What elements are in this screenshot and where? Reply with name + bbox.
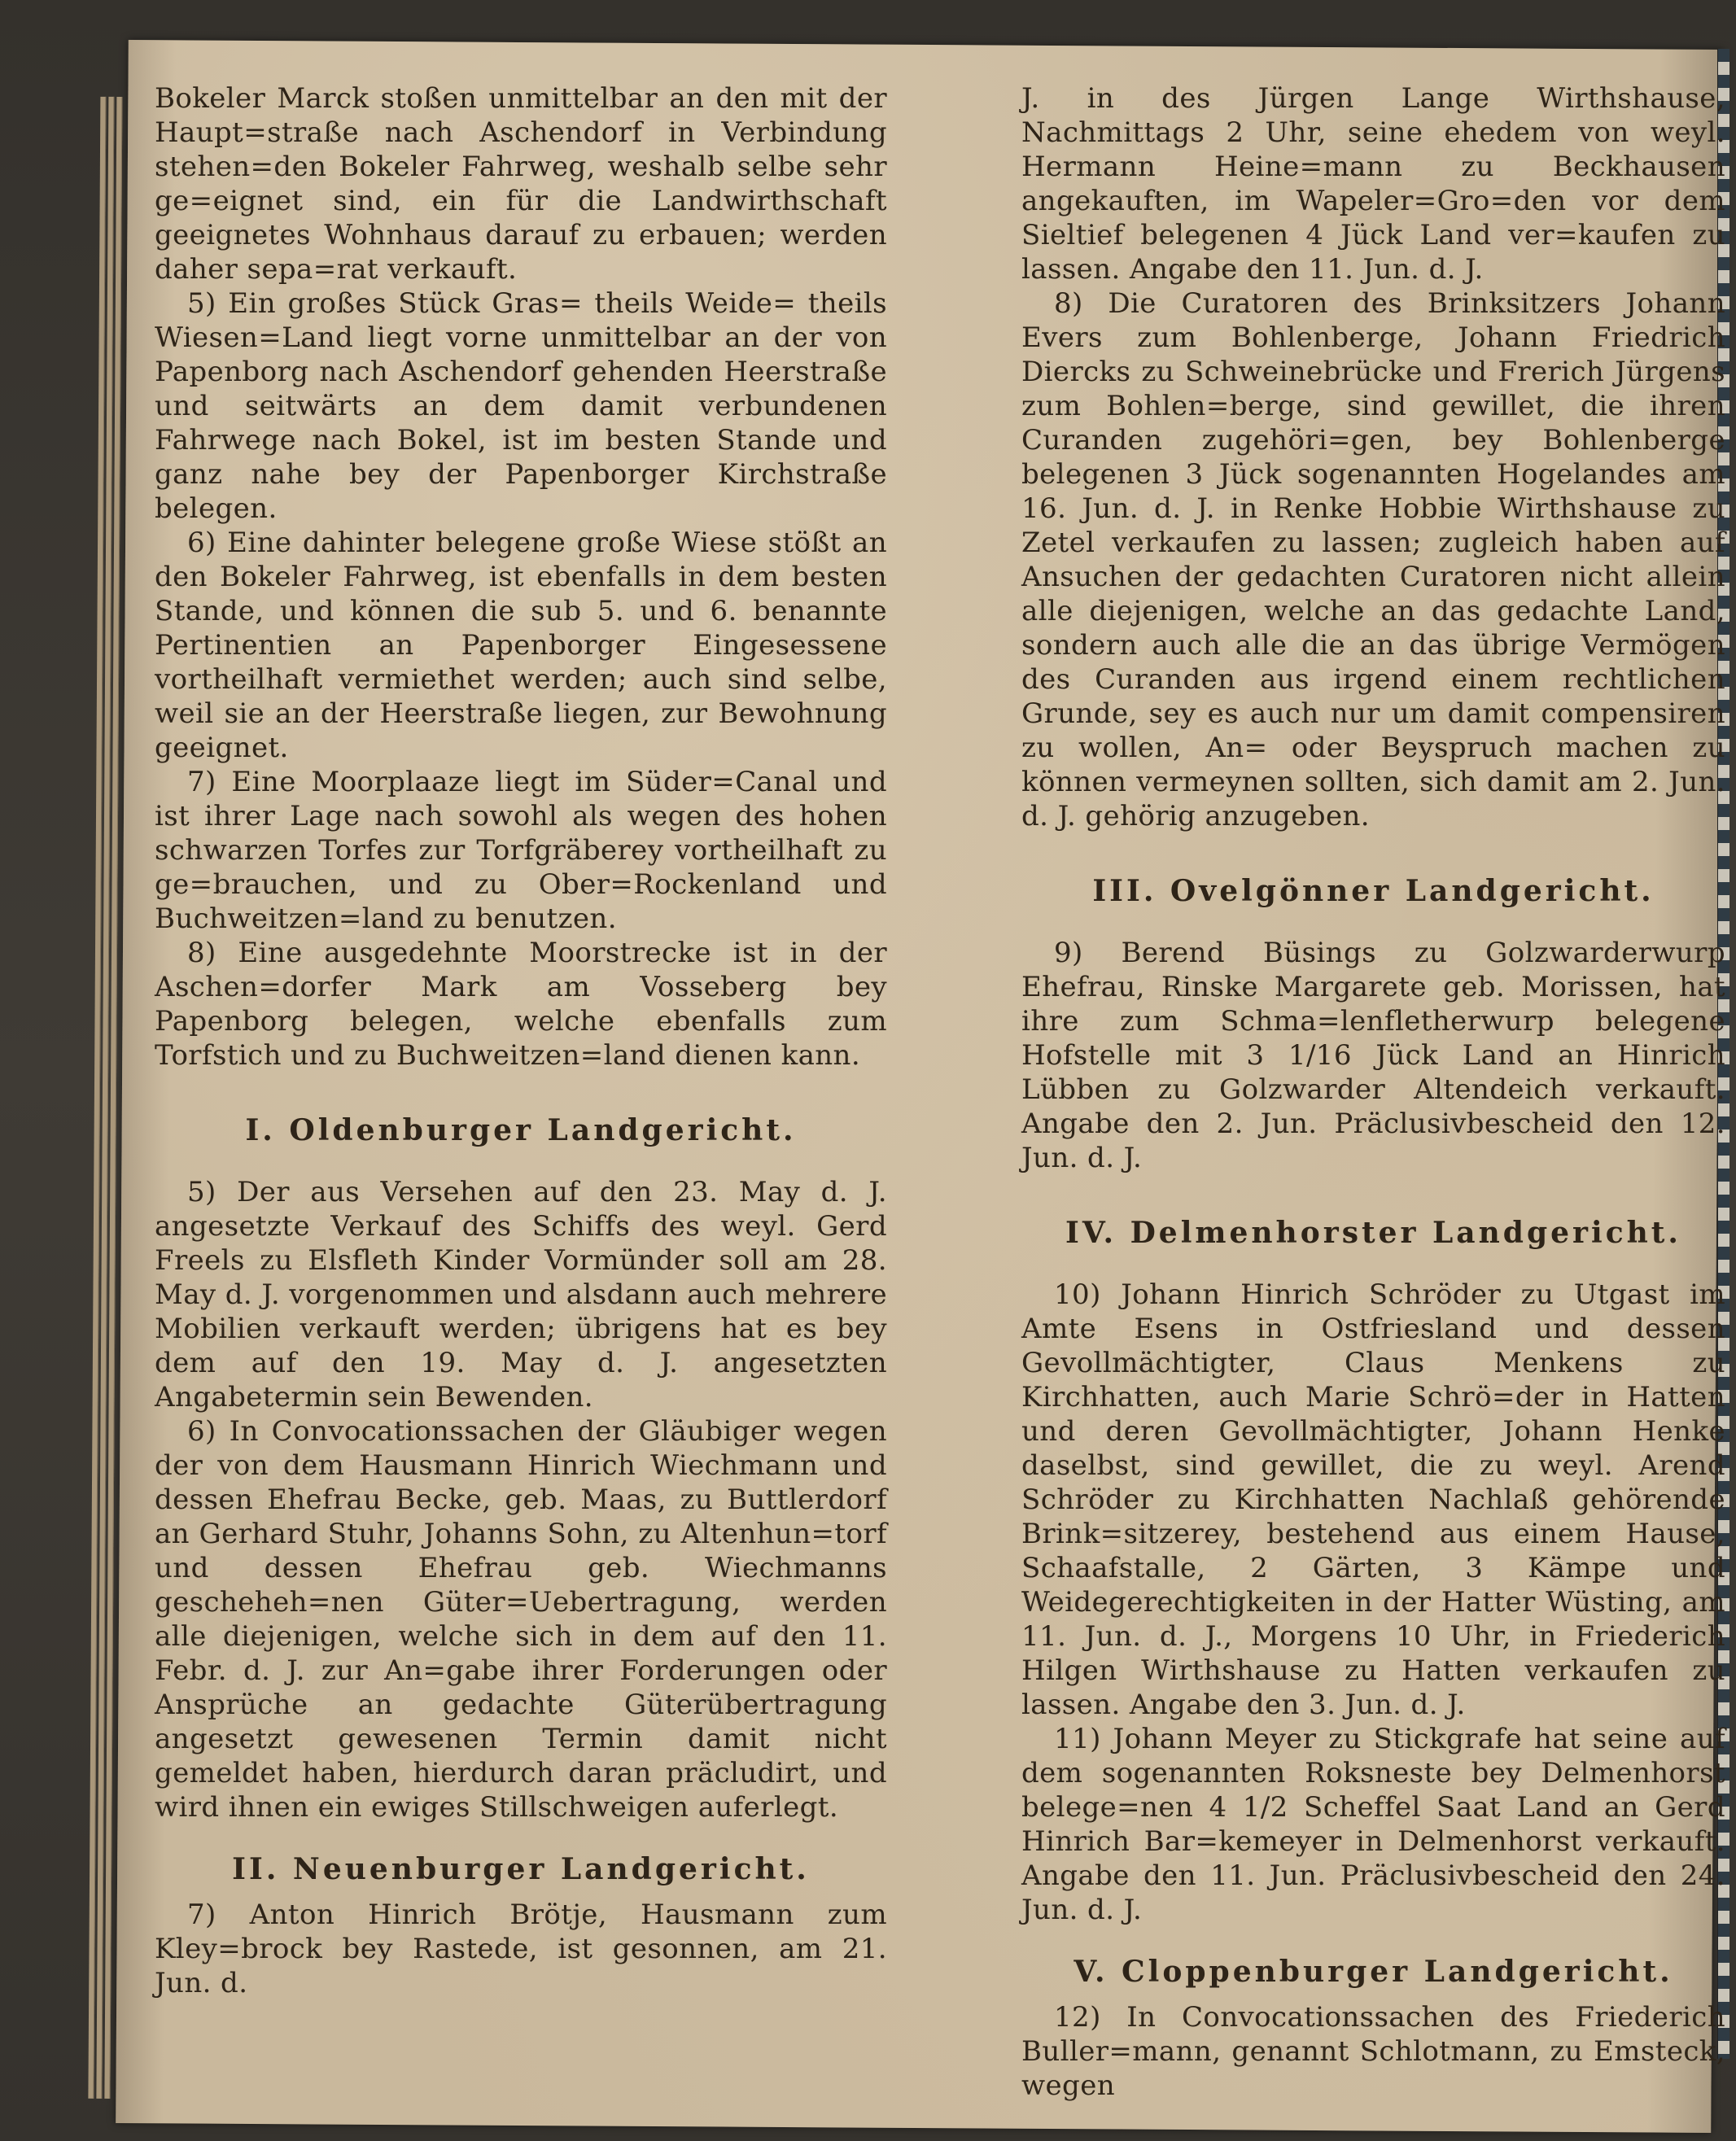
heading-ovelgoenner-landgericht: III. Ovelgönner Landgericht.	[1092, 874, 1655, 908]
item-7-paragraph: 7) Eine Moorplaaze liegt im Süder=Canal und ist ihrer Lage nach sowohl als wegen des hohen schwarzen Torfes zur Torfgräberey vortheilhaft zu ge=brauchen, und zu Ober=Rockenland und Buchweitzen=land zu benutzen.	[155, 766, 887, 935]
heading-oldenburger-landgericht: I. Oldenburger Landgericht.	[245, 1113, 797, 1147]
section1-item-5-paragraph: 5) Der aus Versehen auf den 23. May d. J. angesetzte Verkauf des Schiffs des weyl. Gerd Freels zu Elsfleth Kinder Vormünder soll am 28. May d. J. vorgenommen und alsdann auch mehrere Mobilien verkauft werden; übrigens hat es bey dem auf den 19. May d. J. angesetzten Angabetermin sein Bewenden.	[155, 1176, 887, 1413]
heading-neuenburger-landgericht: II. Neuenburger Landgericht.	[232, 1852, 810, 1886]
section4-item-11-paragraph: 11) Johann Meyer zu Stickgrafe hat seine auf dem sogenannten Roksneste bey Delmenhorst belege=nen 4 1/2 Scheffel Saat Land an Gerd Hinrich Bar=kemeyer in Delmenhorst verkauft. Angabe den 11. Jun. Präclusivbescheid den 24. Jun. d. J.	[1021, 1723, 1725, 1926]
intro-paragraph: Bokeler Marck stoßen unmittelbar an den mit der Haupt=straße nach Aschendorf in Verbindung stehen=den Bokeler Fahrweg, weshalb selbe sehr ge=eignet sind, ein für die Landwirthschaft geeignetes Wohnhaus darauf zu erbauen; werden daher sepa=rat verkauft.	[155, 82, 887, 286]
right-column	[1021, 81, 1725, 2103]
heading-cloppenburger-landgericht: V. Cloppenburger Landgericht.	[1074, 1955, 1673, 1989]
item-7-continuation-paragraph: J. in des Jürgen Lange Wirthshause, Nachmittags 2 Uhr, seine ehedem von weyl. Hermann Heine=mann zu Beckhausen angekauften, im Wapeler=Gro=den vor dem Sieltief belegenen 4 Jück Land ver=kaufen zu lassen. Angabe den 11. Jun. d. J.	[1021, 82, 1725, 286]
section4-item-10-paragraph: 10) Johann Hinrich Schröder zu Utgast im Amte Esens in Ostfriesland und dessen Gevollmächtigter, Claus Menkens zu Kirchhatten, auch Marie Schrö=der in Hatten und deren Gevollmächtigter, Johann Henke daselbst, sind gewillet, die zu weyl. Arend Schröder zu Kirchhatten Nachlaß gehörende Brink=sitzerey, bestehend aus einem Hause, Schaafstalle, 2 Gärten, 3 Kämpe und Weidegerechtigkeiten in der Hatter Wüsting, am 11. Jun. d. J., Morgens 10 Uhr, in Friederich Hilgen Wirthshause zu Hatten verkaufen zu lassen. Angabe den 3. Jun. d. J.	[1021, 1278, 1725, 1721]
section2-item-7-paragraph: 7) Anton Hinrich Brötje, Hausmann zum Kley=brock bey Rastede, ist gesonnen, am 21. Jun. d.	[155, 1898, 887, 1999]
section3-item-9-paragraph: 9) Berend Büsings zu Golzwarderwurp Ehefrau, Rinske Margarete geb. Morissen, hat ihre zum Schma=lenfletherwurp belegene Hofstelle mit 3 1/16 Jück Land an Hinrich Lübben zu Golzwarder Altendeich verkauft. Angabe den 2. Jun. Präclusivbescheid den 12. Jun. d. J.	[1021, 937, 1725, 1174]
section5-item-12-paragraph: 12) In Convocationssachen des Friederich Buller=mann, genannt Schlotmann, zu Emsteck, wegen	[1021, 2001, 1725, 2102]
item-8-paragraph: 8) Eine ausgedehnte Moorstrecke ist in der Aschen=dorfer Mark am Vosseberg bey Papenborg belegen, welche ebenfalls zum Torfstich und zu Buchweitzen=land dienen kann.	[155, 937, 887, 1072]
item-5-paragraph: 5) Ein großes Stück Gras= theils Weide= theils Wiesen=Land liegt vorne unmittelbar an der von Papenborg nach Aschendorf gehenden Heerstraße und seitwärts an dem damit verbundenen Fahrwege nach Bokel, ist im besten Stande und ganz nahe bey der Papenborger Kirchstraße belegen.	[155, 287, 887, 525]
left-column	[155, 81, 887, 2000]
section2-item-8-paragraph: 8) Die Curatoren des Brinksitzers Johann Evers zum Bohlenberge, Johann Friedrich Diercks zu Schweinebrücke und Frerich Jürgens zum Bohlen=berge, sind gewillet, die ihren Curanden zugehöri=gen, bey Bohlenberge belegenen 3 Jück sogenannten Hogelandes am 16. Jun. d. J. in Renke Hobbie Wirthshause zu Zetel verkaufen zu lassen; zugleich haben auf Ansuchen der gedachten Curatoren nicht allein alle diejenigen, welche an das gedachte Land, sondern auch alle die an das übrige Vermögen des Curanden aus irgend einem rechtlichen Grunde, sey es auch nur um damit compensiren zu wollen, An= oder Beyspruch machen zu können vermeynen sollten, sich damit am 2. Jun. d. J. gehörig anzugeben.	[1021, 287, 1725, 832]
section1-item-6-paragraph: 6) In Convocationssachen der Gläubiger wegen der von dem Hausmann Hinrich Wiechmann und dessen Ehefrau Becke, geb. Maas, zu Buttlerdorf an Gerhard Stuhr, Johanns Sohn, zu Altenhun=torf und dessen Ehefrau geb. Wiechmanns gescheheh=nen Güter=Uebertragung, werden alle diejenigen, welche sich in dem auf den 11. Febr. d. J. zur An=gabe ihrer Forderungen oder Ansprüche an gedachte Güterübertragung angesetzt gewesenen Termin damit nicht gemeldet haben, hierdurch daran präcludirt, und wird ihnen ein ewiges Stillschweigen auferlegt.	[155, 1415, 887, 1824]
heading-delmenhorster-landgericht: IV. Delmenhorster Landgericht.	[1065, 1216, 1681, 1250]
item-6-paragraph: 6) Eine dahinter belegene große Wiese stößt an den Bokeler Fahrweg, ist ebenfalls in dem besten Stande, und können die sub 5. und 6. benannte Pertinentien an Papenborger Eingesessene vortheilhaft vermiethet werden; auch sind selbe, weil sie an der Heerstraße liegen, zur Bewohnung geeignet.	[155, 527, 887, 764]
